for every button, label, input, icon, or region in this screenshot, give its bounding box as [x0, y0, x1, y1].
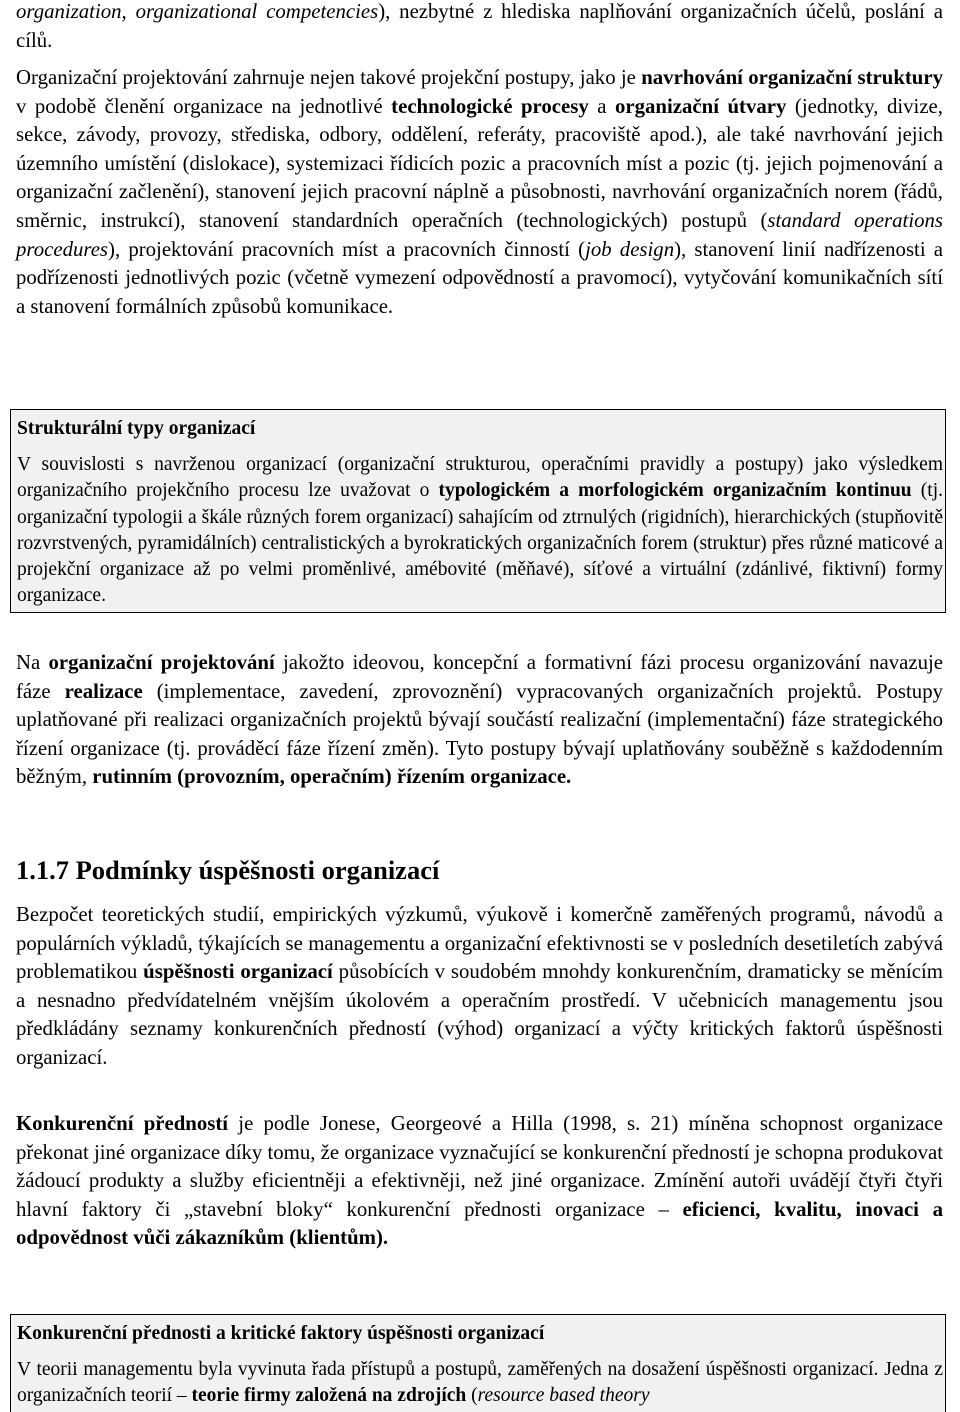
bold-term: navrhování organizační struktury [641, 66, 944, 89]
info-box-structural-types [10, 409, 946, 613]
paragraph-text: (jednotky, divize, sekce, závody, provozy, střediska, odbory, oddělení, referáty, pracoviště apod.), ale také navrhování jejich územního umístění (dislokace), systemizaci řídicích pozic a pracovních míst a pozic (tj. jejich pojmenování a organizační začlenění), stanovení jejich pracovní náplně a působnosti, navrhování organizačních norem (řádů, směrnic, instrukcí), stanovení standardních operačních (technologických) postupů ( [16, 94, 943, 232]
italic-term: job design [585, 237, 675, 261]
paragraph-text: (implementace, zavedení, zprovoznění) vypracovaných organizačních projektů. Postupy uplatňované při realizaci organizačních projektů bývají součástí realizační (implementační) fáze strategického řízení organizace (tj. prováděcí fáze řízení změn). Tyto postupy bývají uplatňovány souběžně s každodenním běžným, [16, 679, 943, 789]
paragraph-text: Bezpočet teoretických studií, empirických výzkumů, výukově i komerčně zaměřených programů, návodů a populárních výkladů, týkajících se managementu a organizační efektivnosti se v posledních desetiletích zabývá problematikou [16, 903, 943, 984]
bold-term: realizace [64, 679, 143, 703]
paragraph-text: jakožto ideovou, koncepční a formativní fázi procesu organizování navazuje fáze [16, 651, 943, 703]
bold-term: typologickém a morfologickém organizačním kontinuu [438, 480, 912, 502]
paragraph-text: je podle Jonese, Georgeové a Hilla (1998, s. 21) míněna schopnost organizace překonat jiné organizace díky tomu, že organizace vyznačující se konkurenční předností je schopna produkovat žádoucí produkty a služby eficientněji a efektivněji, než jiné organizace. Zmínění autoři uvádějí čtyři čtyři hlavní faktory či „stavební bloky“ konkurenční přednosti organizace – [16, 1112, 943, 1221]
box-text-span: V teorii managementu byla vyvinuta řada přístupů a postupů, zaměřených na dosažení úspěšnosti organizací. Jedna z organizačních teorií – [17, 1359, 943, 1407]
paragraph-success-studies [16, 901, 943, 1073]
bold-term: úspěšnosti organizací [143, 960, 333, 984]
italic-term: resource based theory [477, 1385, 650, 1407]
bold-term: Konkurenční předností [16, 1112, 229, 1135]
box-title: Strukturální typy organizací [17, 418, 256, 439]
paragraph-realization [16, 649, 943, 792]
paragraph-text: ), nezbytné z hlediska naplňování organizačních účelů, poslání a cílů. [16, 0, 943, 52]
paragraph-text: a [588, 94, 615, 118]
bold-term: technologické procesy [391, 94, 589, 118]
paragraph-text: ), projektování pracovních míst a pracovních činností ( [108, 237, 586, 261]
bold-term: teorie firmy založená na zdrojích [191, 1385, 467, 1407]
section-heading: 1.1.7 Podmínky úspěšnosti organizací [16, 855, 440, 885]
bold-term: rutinním (provozním, operačním) řízením organizace. [92, 765, 572, 789]
bold-term: eficienci, kvalitu, inovaci a odpovědnost vůči zákazníkům (klientům). [16, 1197, 944, 1250]
bold-term: organizační projektování [48, 651, 275, 674]
box-text [17, 452, 943, 610]
paragraph-text: působících v soudobém mnohdy konkurenčním, dramaticky se měnícím a nesnadno předvídatelném vnějším úkolovém a operačním prostředí. V učebnicích managementu jsou předkládány seznamy konkurenčních předností (výhod) organizací a výčty kritických faktorů úspěšnosti organizací. [16, 960, 943, 1069]
paragraph-text: Na [16, 651, 49, 674]
info-box-competitive-factors [10, 1314, 946, 1412]
paragraph-organizational-design [16, 64, 943, 321]
italic-term: standard operations procedures [16, 208, 943, 261]
box-text-span: ( [466, 1385, 478, 1407]
box-text-span: (tj. organizační typologii a škále různých forem organizací) sahajícím od ztrnulých (rigidních), hierarchických (stupňovitě rozvrstvených, pyramidálních) centralistických a byrokratických organizačních forem (struktur) přes různé maticové a projekční organizace až po velmi proměnlivé, amébovité (měňavé), síťové a virtuální (zdánlivé, fiktivní) formy organizace. [17, 480, 943, 607]
bold-term: organizační útvary [615, 94, 787, 118]
italic-term: organization, organizational competencies [16, 0, 379, 23]
paragraph-text: Organizační projektování zahrnuje nejen takové projekční postupy, jako je [16, 66, 642, 89]
paragraph-continuation [16, 0, 943, 55]
paragraph-competitive-advantage [16, 1110, 943, 1253]
box-text-span: V souvislosti s navrženou organizací (organizační strukturou, operačními pravidly a postupy) jako výsledkem organizačního projekčního procesu lze uvažovat o [17, 454, 943, 502]
box-title: Konkurenční přednosti a kritické faktory úspěšnosti organizací [17, 1323, 545, 1344]
box-text [17, 1357, 943, 1410]
paragraph-text: v podobě členění organizace na jednotlivé [16, 94, 392, 118]
paragraph-text: ), stanovení linií nadřízenosti a podřízenosti jednotlivých pozic (včetně vymezení odpovědností a pravomocí), vytyčování komunikačních sítí a stanovení formálních způsobů komunikace. [16, 237, 943, 318]
